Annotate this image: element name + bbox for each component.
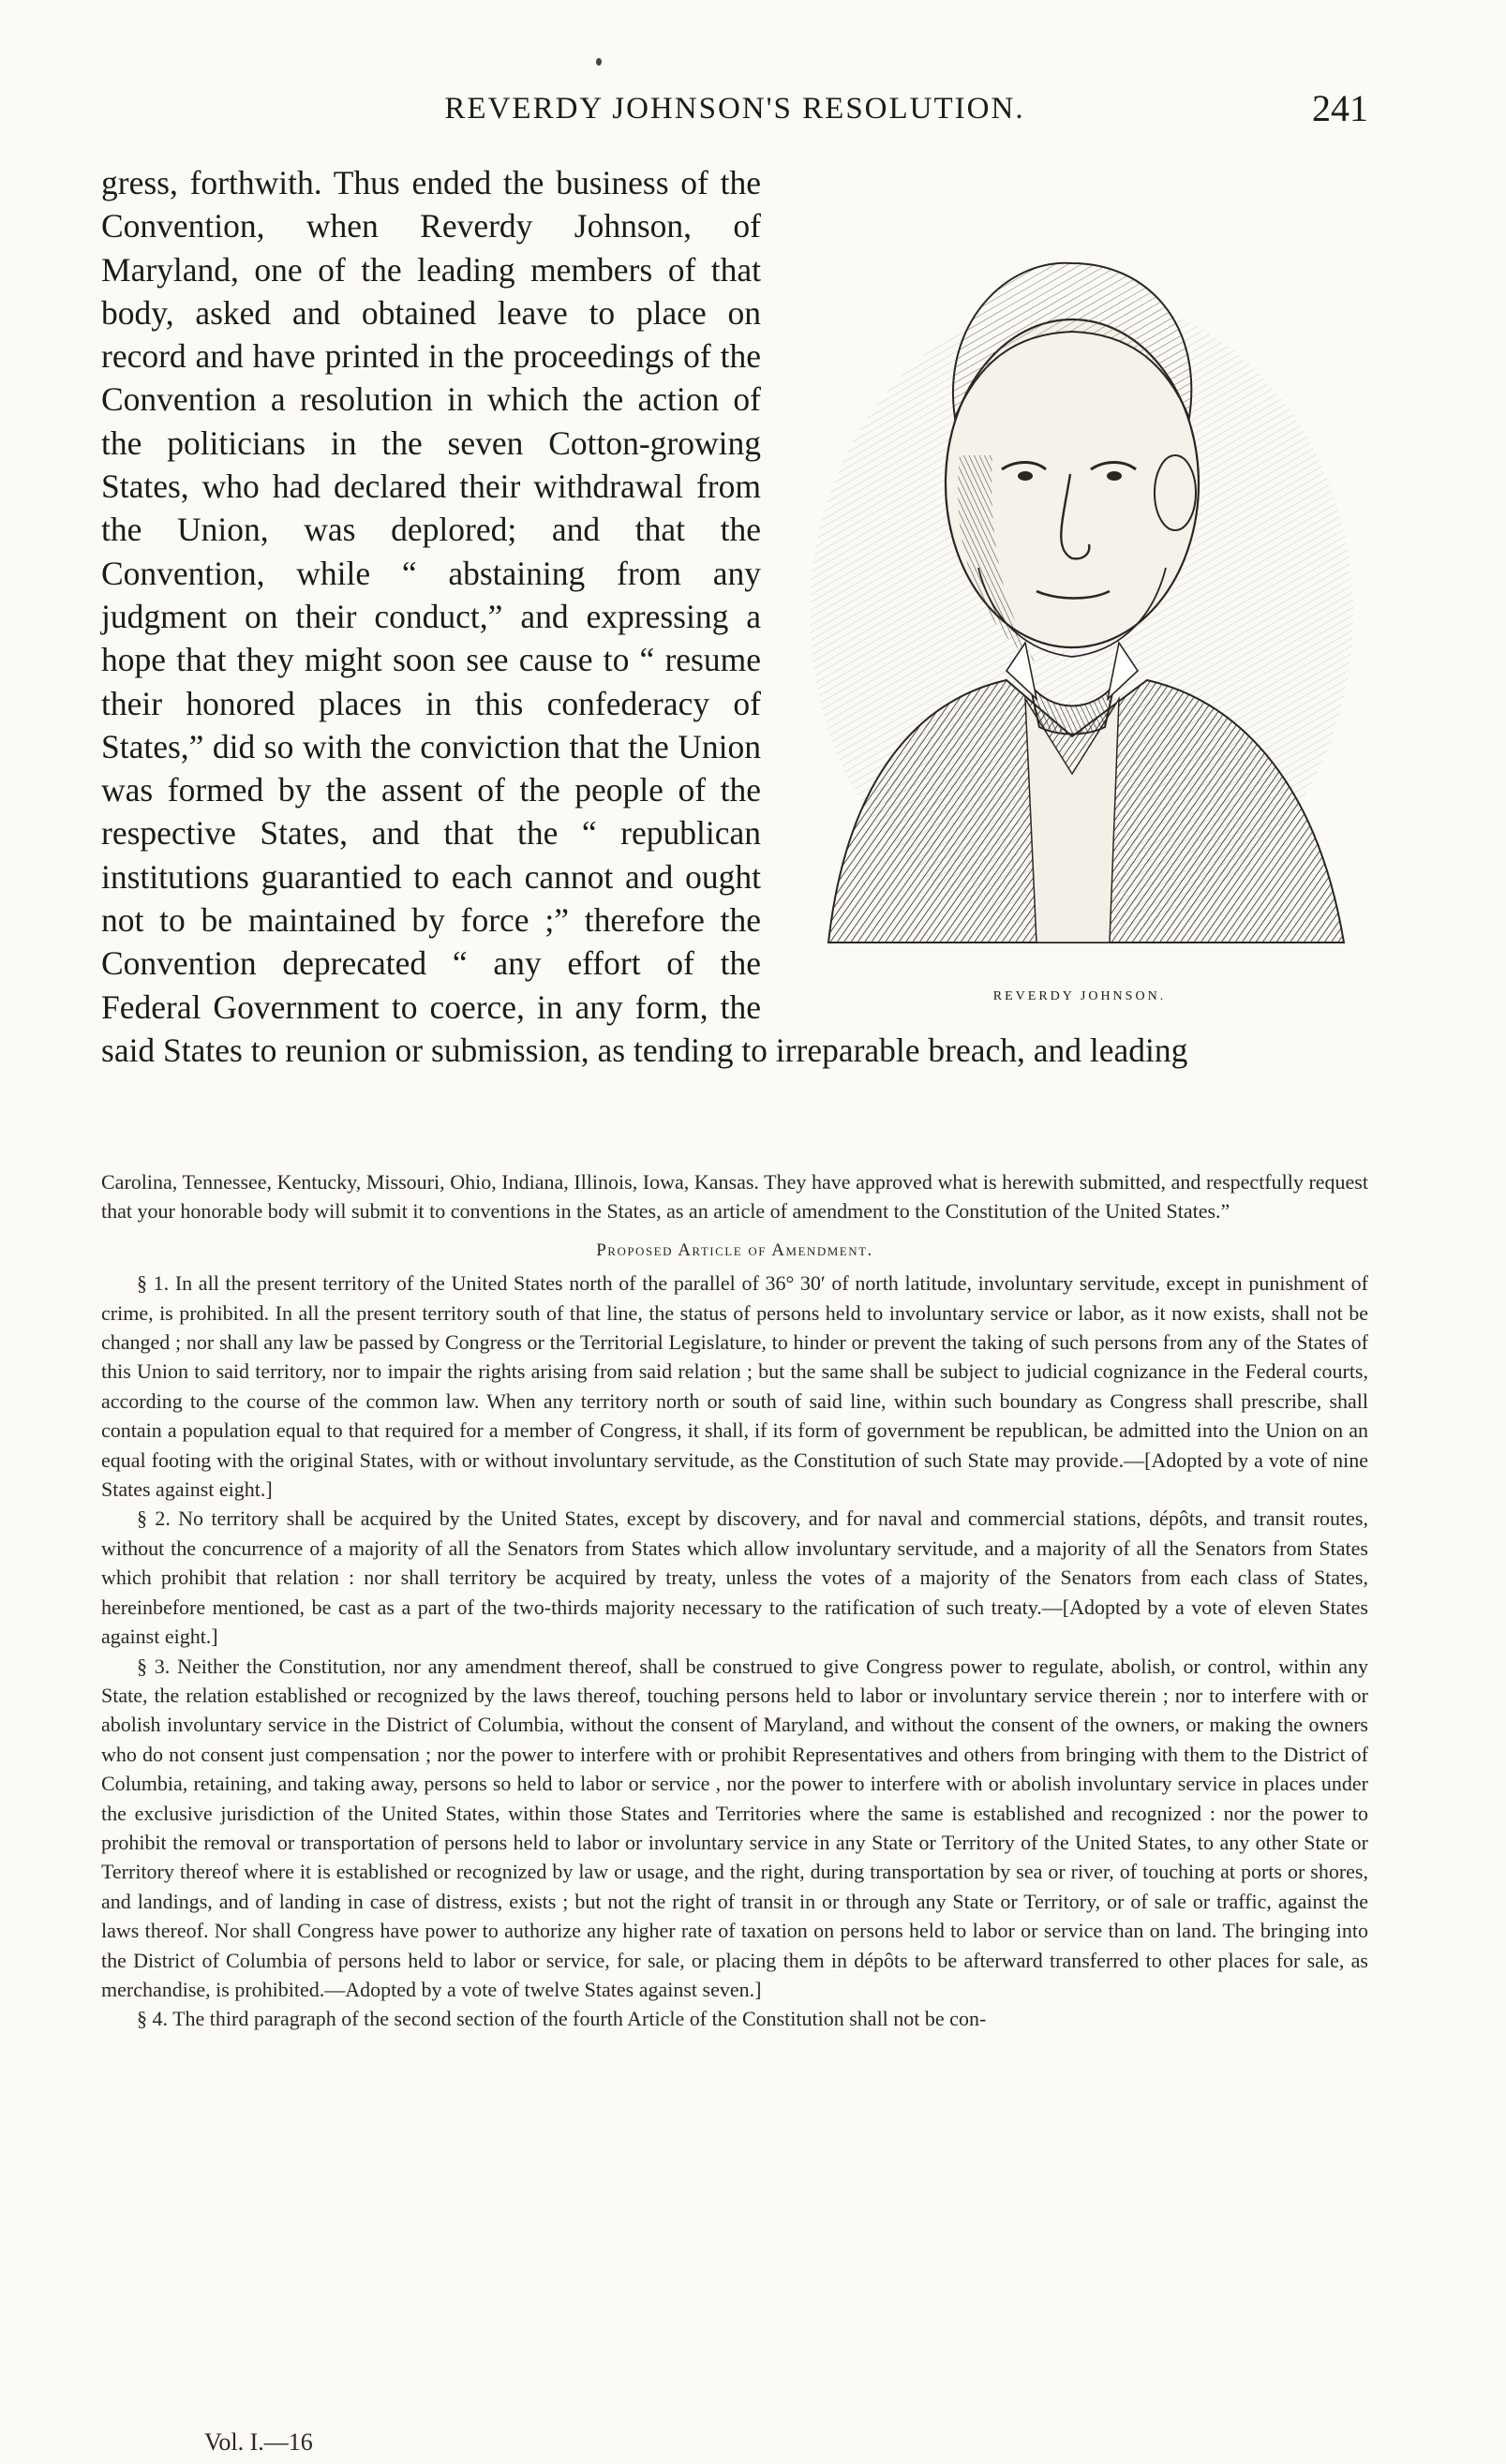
- amendment-section-3: § 3. Neither the Constitution, nor any amendment thereof, shall be construed to give Congress power to regulate, abolish, or control, within any State, the relation established or recognized by the laws thereof, touching persons held to labor or involuntary service therein ; nor to interfere with or abolish involuntary service in the District of Columbia, without the consent of Maryland, and without the consent of the owners, or making the owners who do not consent just compensation ; nor the power to interfere with or prohibit Representatives and others from bringing with them to the District of Columbia, retaining, and taking away, persons so held to labor or service , nor the power to interfere with or abolish involuntary service in places under the exclusive jurisdiction of the United States, within those States and Territories where the same is established and recognized : nor the power to prohibit the removal or transportation of persons held to labor or involuntary service in any State or Territory of the United States, to any other State or Territory thereof where it is established or recognized by law or usage, and the right, during transportation by sea or river, of touching at ports or shores, and landings, and of landing in case of distress, exists ; but not the right of transit in or through any State or Territory, or of sale or traffic, against the laws thereof. Nor shall Congress have power to authorize any higher rate of taxation on persons held to labor or service than on land. The bringing into the District of Columbia of persons held to labor or service, for sale, or placing them in dépôts to be afterward transferred to other places for sale, as merchandise, is prohibited.—Adopted by a vote of twelve States against seven.]: [101, 1654, 1368, 2001]
- amendment-section-1: § 1. In all the present territory of the United States north of the parallel of 36° 30′ of north latitude, involuntary servitude, except in punishment of crime, is prohibited. In all the present territory south of that line, the status of persons held to involuntary service or labor, as it now exists, shall not be changed ; nor shall any law be passed by Congress or the Territorial Legislature, to hinder or prevent the taking of such persons from any of the States of this Union to said territory, nor to impair the rights arising from said relation ; but the same shall be subject to judicial cognizance in the Federal courts, according to the course of the common law. When any territory north or south of said line, within such boundary as Congress shall prescribe, shall contain a population equal to that required for a member of Congress, it shall, if its form of government be republican, be admitted into the Union on an equal footing with the original States, with or without involuntary servitude, as the Constitution of such State may provide.—[Adopted by a vote of nine States against eight.]: [101, 1271, 1368, 1502]
- portrait-caption: REVERDY JOHNSON.: [992, 989, 1167, 1003]
- footnote-intro: Carolina, Tennessee, Kentucky, Missouri, Ohio, Indiana, Illinois, Iowa, Kansas. They have approved what is herewith submitted, and respectfully request that your honorable body will submit it to conventions in the States, as an article of amendment to the Constitution of the United States.”: [101, 1170, 1368, 1224]
- running-head: [101, 84, 1368, 141]
- reverdy-johnson-portrait: [791, 174, 1368, 971]
- ink-speck: [596, 58, 602, 66]
- amendment-heading: Proposed Article of Amendment.: [596, 1239, 873, 1260]
- volume-signature: Vol. I.—16: [204, 2428, 313, 2456]
- body-paragraph: gress, forthwith. Thus ended the business of the Convention, when Reverdy Johnson, of Maryland, one of the leading members of that body, asked and obtained leave to place on record and have printed in the proceedings of the Convention a resolution in which the action of the politicians in the seven Cotton-growing States, who had declared their withdrawal from the Union, was deplored; and that the Convention, while “ abstaining from any judgment on their conduct,” and expressing a hope that they might soon see cause to “ resume their honored places in this confederacy of States,” did so with the conviction that the Union was formed by the assent of the people of the respective States, and that the “ republican institutions guarantied to each cannot and ought not to be maintained by force ;” therefore the Convention deprecated “ any effort of the Federal Government to coerce, in any form, the said States to reunion or submission, as tending to irreparable breach, and leading: [101, 164, 1188, 1069]
- footnote: [101, 1167, 1368, 2034]
- running-title: REVERDY JOHNSON'S RESOLUTION.: [444, 92, 1025, 126]
- amendment-section-4: § 4. The third paragraph of the second section of the fourth Article of the Constitution shall not be con-: [137, 2007, 987, 2031]
- page-number: 241: [1312, 87, 1368, 129]
- body-text: [101, 161, 1368, 1072]
- amendment-section-2: § 2. No territory shall be acquired by the United States, except by discovery, and for naval and commercial stations, dépôts, and transit routes, without the concurrence of a majority of all the Senators from States which allow involuntary servitude, and a majority of all the Senators from States which prohibit that relation : nor shall territory be acquired by treaty, unless the votes of a majority of the Senators from each class of States, hereinbefore mentioned, be cast as a part of the two-thirds majority necessary to the ratification of such treaty.—[Adopted by a vote of eleven States against eight.]: [101, 1507, 1368, 1649]
- portrait-figure: [791, 174, 1368, 1006]
